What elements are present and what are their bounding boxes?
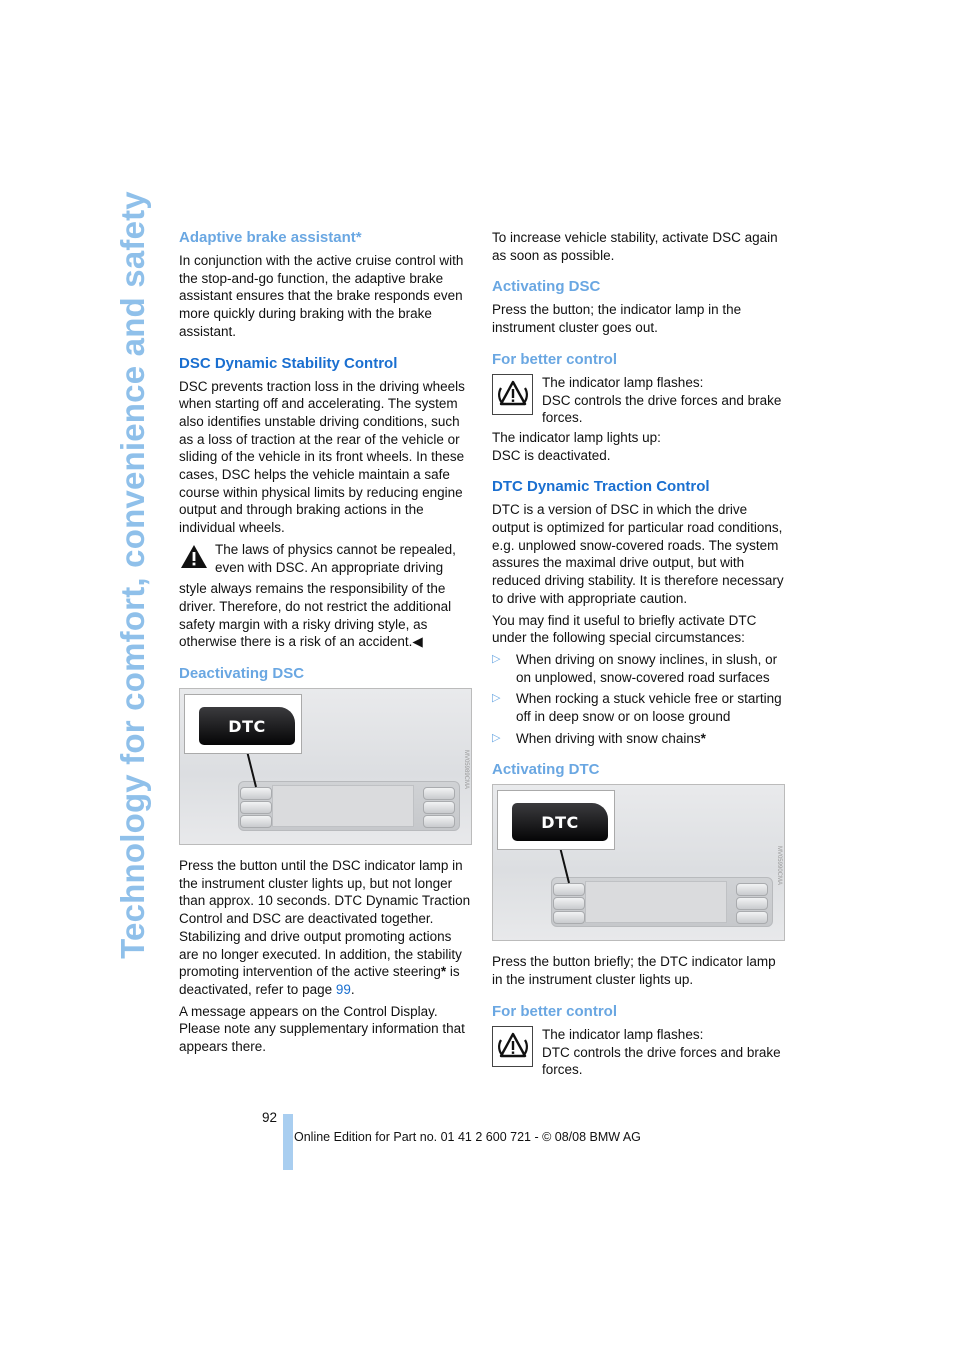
- heading-deactivating-dsc: Deactivating DSC: [179, 665, 305, 683]
- chapter-side-title-text: Technology for comfort, convenience and safety: [114, 191, 151, 959]
- page-number: 92: [262, 1110, 278, 1125]
- heading-better-control-2: For better control: [492, 1002, 618, 1020]
- footer-edition-text: Online Edition for Part no. 01 41 2 600 721 - © 08/08 BMW AG: [294, 1130, 641, 1144]
- console-button: [553, 897, 585, 910]
- console-display: [585, 881, 727, 923]
- warning-text-start: The laws of physics cannot be repealed, even with DSC. An appropriate driving: [215, 541, 456, 575]
- list-item: ▷ When rocking a stuck vehicle free or starting off in deep snow or on loose ground: [492, 691, 782, 725]
- chapter-side-title: [112, 191, 154, 959]
- console-button: [423, 787, 455, 800]
- console-display: [272, 785, 414, 827]
- paragraph-press-button: Press the button until the DSC indicator lamp in the instrument cluster lights up, but not longer than approx. 10 seconds. DTC Dynamic Traction Control and DSC are deactivated together. Stabilizing and drive output promoting actions are no longer executed. In addition, the stability promoting intervention of the active steering* is deactivated, refer to page 99.: [179, 858, 471, 997]
- dtc-indicator-lamp-icon: [492, 1026, 533, 1067]
- bullet-arrow-icon: ▷: [492, 731, 501, 744]
- circumstances-list: [492, 651, 785, 748]
- console-button: [423, 815, 455, 828]
- right-column: [492, 226, 785, 1081]
- callout-pointer: [559, 847, 571, 885]
- figure-dtc-button-left: [179, 688, 472, 845]
- dtc-button: DTC: [199, 707, 295, 745]
- list-item: ▷ When driving on snowy inclines, in slush, or on unplowed, snow-covered road surfaces: [492, 651, 778, 685]
- option-star: *: [700, 730, 706, 746]
- warning-text-continued: style always remains the responsibility of the driver. Therefore, do not restrict the additional safety margin with a risky driving style, as otherwise there is a risk of an accident.◀: [179, 581, 452, 650]
- figure-code: MV05989CMA: [463, 750, 469, 790]
- heading-dsc: DSC Dynamic Stability Control: [179, 354, 398, 372]
- option-star: *: [440, 964, 447, 980]
- console-button: [736, 883, 768, 896]
- list-item: ▷ When driving with snow chains*: [492, 730, 706, 746]
- heading-activating-dsc: Activating DSC: [492, 278, 601, 296]
- indicator-lights-up-text: The indicator lamp lights up:: [492, 429, 661, 445]
- indicator-block-dsc: [492, 374, 785, 427]
- heading-better-control-1: For better control: [492, 350, 618, 368]
- console-button: [240, 815, 272, 828]
- paragraph-increase-stability: To increase vehicle stability, activate DSC again as soon as possible.: [492, 230, 778, 263]
- dsc-deactivated-text: DSC is deactivated.: [492, 447, 611, 463]
- paragraph-control-display-message: A message appears on the Control Display. Please note any supplementary information that appears there.: [179, 1003, 465, 1055]
- console-button: [736, 897, 768, 910]
- callout-box: [184, 694, 302, 754]
- indicator-block-dtc: [492, 1026, 785, 1079]
- indicator-dtc-controls-text: DTC controls the drive forces and brake forces.: [542, 1044, 781, 1078]
- indicator-dsc-controls-text: DSC controls the drive forces and brake forces.: [542, 392, 782, 426]
- heading-adaptive-brake-assistant: Adaptive brake assistant*: [179, 229, 362, 246]
- console-button: [736, 911, 768, 924]
- paragraph-dtc: DTC is a version of DSC in which the drive output is optimized for particular road conditions, e.g. unplowed snow-covered roads. The system assures the maximal drive output, but with reduced driving stability. It is therefore necessary to drive with appropriate caution.: [492, 502, 784, 606]
- callout-pointer: [246, 751, 258, 789]
- bullet-arrow-icon: ▷: [492, 692, 501, 705]
- paragraph-adaptive-brake: In conjunction with the active cruise control with the stop-and-go function, the adaptive brake assistant ensures that the brake responds even more quickly during braking with the brake assistant.: [179, 253, 464, 339]
- figure-code: MV05990CMA: [776, 846, 782, 886]
- left-column: [179, 226, 472, 1060]
- paragraph-dsc: DSC prevents traction loss in the driving wheels when starting off and accelerating. The system also identifies unstable driving conditions, such as a loss of traction at the rear of the vehicle or sliding of the vehicle in its front wheels. In these cases, DSC helps the vehicle maintain a safe course within physical limits by reducing engine output and through braking actions in the individual wheels.: [179, 378, 465, 536]
- callout-box: [497, 790, 615, 850]
- console-button: [240, 801, 272, 814]
- figure-dtc-button-right: [492, 784, 785, 941]
- heading-activating-dtc: Activating DTC: [492, 761, 600, 779]
- heading-dtc: DTC Dynamic Traction Control: [492, 478, 710, 496]
- indicator-flashes-text: The indicator lamp flashes:: [542, 374, 704, 390]
- paragraph-press-briefly: Press the button briefly; the DTC indicator lamp in the instrument cluster lights up.: [492, 954, 776, 988]
- warning-triangle-icon: [179, 543, 209, 570]
- footer-accent-bar: [283, 1114, 293, 1170]
- dtc-button: DTC: [512, 803, 608, 841]
- dsc-indicator-lamp-icon: [492, 374, 533, 415]
- console-button: [553, 911, 585, 924]
- warning-block: [179, 541, 472, 651]
- page-link-99[interactable]: 99: [335, 981, 351, 997]
- indicator-flashes-text: The indicator lamp flashes:: [542, 1026, 704, 1042]
- paragraph-useful: You may find it useful to briefly activate DTC under the following special circumstances:: [492, 612, 757, 646]
- console-button: [423, 801, 455, 814]
- bullet-arrow-icon: ▷: [492, 652, 501, 665]
- paragraph-activating-dsc: Press the button; the indicator lamp in the instrument cluster goes out.: [492, 302, 742, 336]
